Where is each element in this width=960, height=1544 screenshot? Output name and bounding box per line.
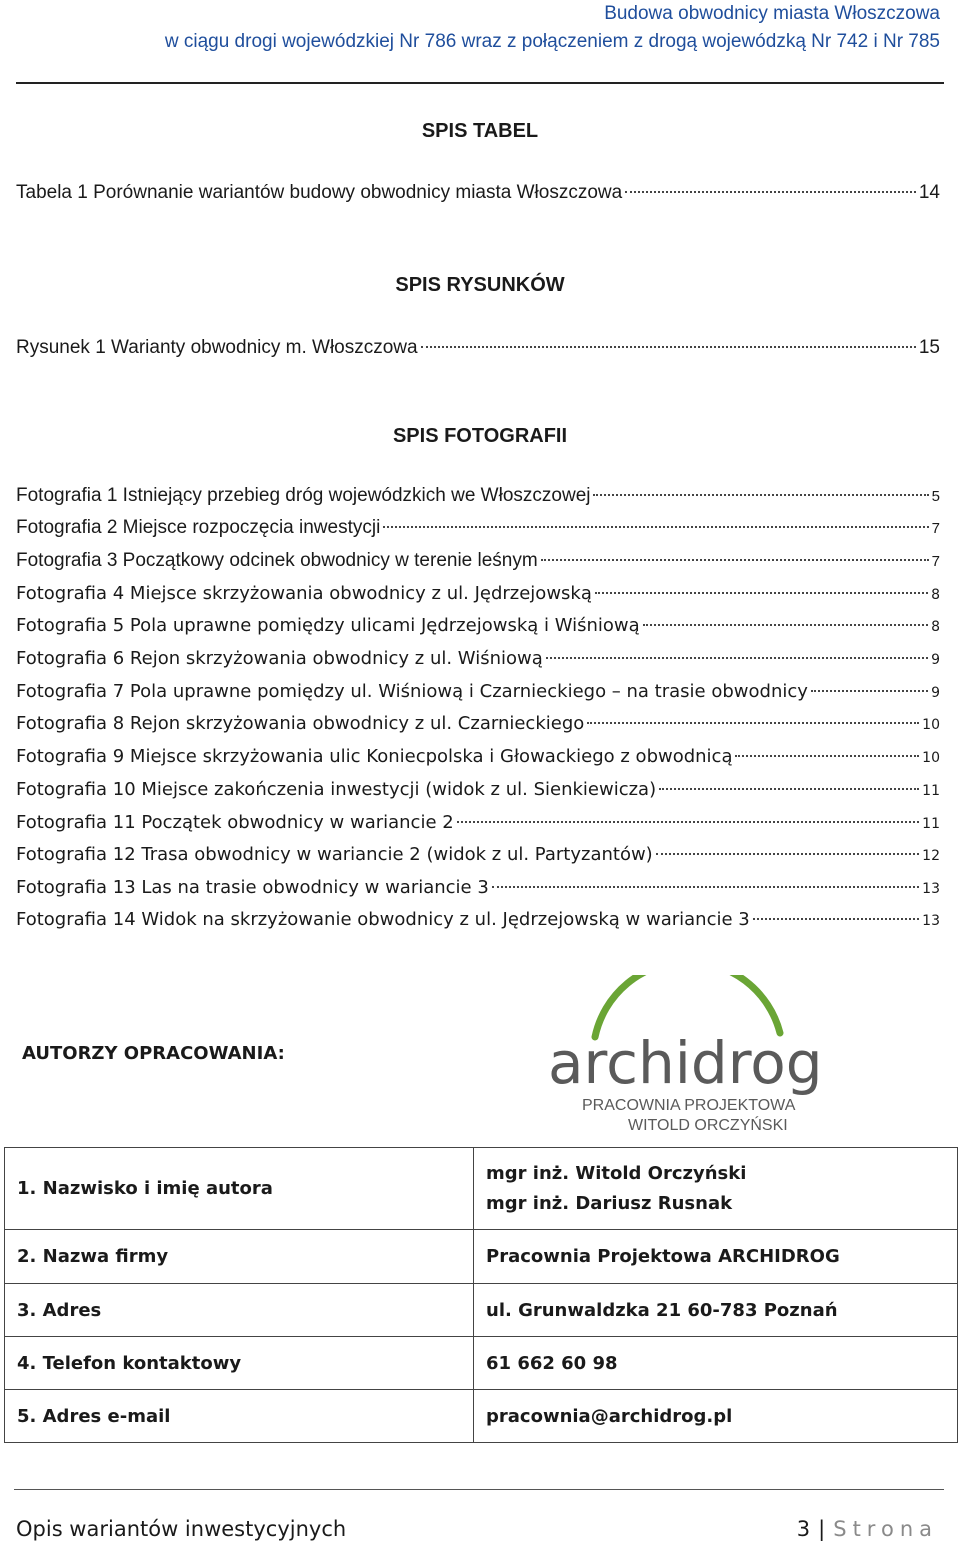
page-number: 3 [796, 1517, 811, 1541]
table-label-cell: 5. Adres e-mail [5, 1390, 474, 1443]
toc-entry-page: 15 [918, 337, 940, 358]
toc-leader-dots [595, 592, 928, 594]
toc-entry-text: Fotografia 10 Miejsce zakończenia inwestycji (widok z ul. Sienkiewicza) [16, 779, 657, 800]
toc-leader-dots [593, 494, 928, 496]
toc-entry-photo[interactable] [16, 485, 940, 507]
toc-entry-photo[interactable] [16, 583, 940, 604]
toc-entry-photo[interactable] [16, 909, 940, 930]
toc-entry-photo[interactable] [16, 681, 940, 702]
toc-entry-text: Fotografia 2 Miejsce rozpoczęcia inwestycji [16, 517, 381, 538]
table-label-cell: 2. Nazwa firmy [5, 1230, 474, 1284]
header-title: Budowa obwodnicy miasta Włoszczowa [604, 3, 940, 24]
table-label-cell: 4. Telefon kontaktowy [5, 1337, 474, 1390]
toc-entry-page: 10 [922, 750, 940, 766]
toc-leader-dots [659, 788, 919, 790]
toc-entry-photo[interactable] [16, 844, 940, 865]
toc-leader-dots [643, 624, 928, 626]
page-label: Strona [833, 1517, 938, 1541]
table-value-cell: ul. Grunwaldzka 21 60-783 Poznań [474, 1284, 958, 1337]
toc-entry-text: Fotografia 12 Trasa obwodnicy w wariancie 2 (widok z ul. Partyzantów) [16, 844, 653, 865]
toc-entry-text: Fotografia 5 Pola uprawne pomiędzy ulicami Jędrzejowską i Wiśniową [16, 615, 640, 636]
toc-entry-page: 9 [931, 652, 940, 668]
toc-entry-photo[interactable] [16, 746, 940, 767]
table-value-cell [474, 1148, 958, 1230]
toc-leader-dots [383, 526, 928, 528]
footer-document-title: Opis wariantów inwestycyjnych [16, 1517, 347, 1541]
toc-entry-figure[interactable] [16, 337, 940, 359]
logo-wordmark: archidrog [548, 1029, 823, 1097]
toc-entry-page: 12 [922, 848, 940, 864]
toc-entry-text: Tabela 1 Porównanie wariantów budowy obwodnicy miasta Włoszczowa [16, 182, 623, 203]
toc-entry-photo[interactable] [16, 812, 940, 833]
email-value-cell[interactable]: pracownia@archidrog.pl [474, 1390, 958, 1443]
toc-entry-page: 5 [931, 488, 940, 505]
toc-entry-text: Fotografia 7 Pola uprawne pomiędzy ul. Wiśniową i Czarnieckiego – na trasie obwodnicy [16, 681, 808, 702]
toc-leader-dots [541, 559, 929, 561]
toc-entry-text: Fotografia 11 Początek obwodnicy w wariancie 2 [16, 812, 454, 833]
authors-table [4, 1147, 958, 1443]
footer-page-info [797, 1517, 938, 1541]
table-row [5, 1337, 958, 1390]
toc-leader-dots [587, 722, 919, 724]
toc-entry-text: Fotografia 14 Widok na skrzyżowanie obwodnicy z ul. Jędrzejowską w wariancie 3 [16, 909, 750, 930]
toc-entry-text: Fotografia 3 Początkowy odcinek obwodnicy w terenie leśnym [16, 550, 538, 571]
toc-leader-dots [421, 346, 916, 348]
toc-entry-page: 11 [922, 783, 940, 799]
toc-entry-text: Rysunek 1 Warianty obwodnicy m. Włoszczowa [16, 337, 418, 358]
table-value-cell: 61 662 60 98 [474, 1337, 958, 1390]
toc-entry-page: 7 [931, 520, 940, 537]
footer-separator: | [818, 1517, 826, 1541]
toc-entry-page: 13 [922, 881, 940, 897]
toc-entry-page: 7 [931, 553, 940, 570]
table-row [5, 1284, 958, 1337]
toc-entry-page: 10 [922, 717, 940, 733]
toc-entry-text: Fotografia 9 Miejsce skrzyżowania ulic Koniecpolska i Głowackiego z obwodnicą [16, 746, 733, 767]
logo-line-1: PRACOWNIA PROJEKTOWA [582, 1097, 796, 1114]
toc-entry-photo[interactable] [16, 877, 940, 898]
toc-leader-dots [656, 853, 919, 855]
document-header [165, 0, 940, 56]
table-label-cell: 3. Adres [5, 1284, 474, 1337]
toc-leader-dots [735, 755, 919, 757]
footer-divider [14, 1489, 944, 1490]
toc-entry-page: 8 [931, 587, 940, 603]
archidrog-logo [540, 975, 840, 1135]
table-label-cell: 1. Nazwisko i imię autora [5, 1148, 474, 1230]
table-value-cell: Pracownia Projektowa ARCHIDROG [474, 1230, 958, 1284]
toc-leader-dots [811, 690, 928, 692]
table-row [5, 1148, 958, 1230]
author-name: mgr inż. Witold Orczyński [486, 1162, 747, 1184]
toc-entry-text: Fotografia 1 Istniejący przebieg dróg wojewódzkich we Włoszczowej [16, 485, 591, 506]
table-row [5, 1230, 958, 1284]
logo-line-2: WITOLD ORCZYŃSKI [628, 1117, 788, 1134]
toc-leader-dots [625, 191, 916, 193]
toc-entry-table[interactable] [16, 182, 940, 204]
toc-entry-text: Fotografia 4 Miejsce skrzyżowania obwodnicy z ul. Jędrzejowską [16, 583, 592, 604]
toc-entry-photo[interactable] [16, 779, 940, 800]
section-heading-photos: SPIS FOTOGRAFII [392, 425, 568, 447]
toc-entry-text: Fotografia 8 Rejon skrzyżowania obwodnicy z ul. Czarnieckiego [16, 713, 585, 734]
toc-leader-dots [546, 657, 928, 659]
toc-leader-dots [492, 886, 919, 888]
toc-entry-page: 14 [918, 182, 940, 203]
toc-entry-photo[interactable] [16, 615, 940, 636]
toc-entry-photo[interactable] [16, 713, 940, 734]
toc-entry-photo[interactable] [16, 648, 940, 669]
toc-leader-dots [753, 918, 919, 920]
toc-entry-page: 11 [922, 816, 940, 832]
header-subtitle: w ciągu drogi wojewódzkiej Nr 786 wraz z połączeniem z drogą wojewódzką Nr 742 i Nr 785 [164, 31, 940, 52]
toc-entry-photo[interactable] [16, 550, 940, 572]
toc-entry-text: Fotografia 13 Las na trasie obwodnicy w wariancie 3 [16, 877, 489, 898]
toc-entry-page: 9 [931, 685, 940, 701]
authors-heading: AUTORZY OPRACOWANIA: [22, 1043, 285, 1064]
author-name: mgr inż. Dariusz Rusnak [486, 1192, 733, 1214]
table-row [5, 1390, 958, 1443]
toc-entry-text: Fotografia 6 Rejon skrzyżowania obwodnicy z ul. Wiśniową [16, 648, 543, 669]
logo-arc [595, 975, 780, 1037]
toc-entry-page: 8 [931, 619, 940, 635]
toc-entry-page: 13 [922, 913, 940, 929]
section-heading-tables: SPIS TABEL [421, 120, 539, 142]
header-divider [16, 82, 944, 84]
section-heading-figures: SPIS RYSUNKÓW [395, 274, 565, 296]
toc-leader-dots [457, 821, 919, 823]
toc-entry-photo[interactable] [16, 517, 940, 539]
